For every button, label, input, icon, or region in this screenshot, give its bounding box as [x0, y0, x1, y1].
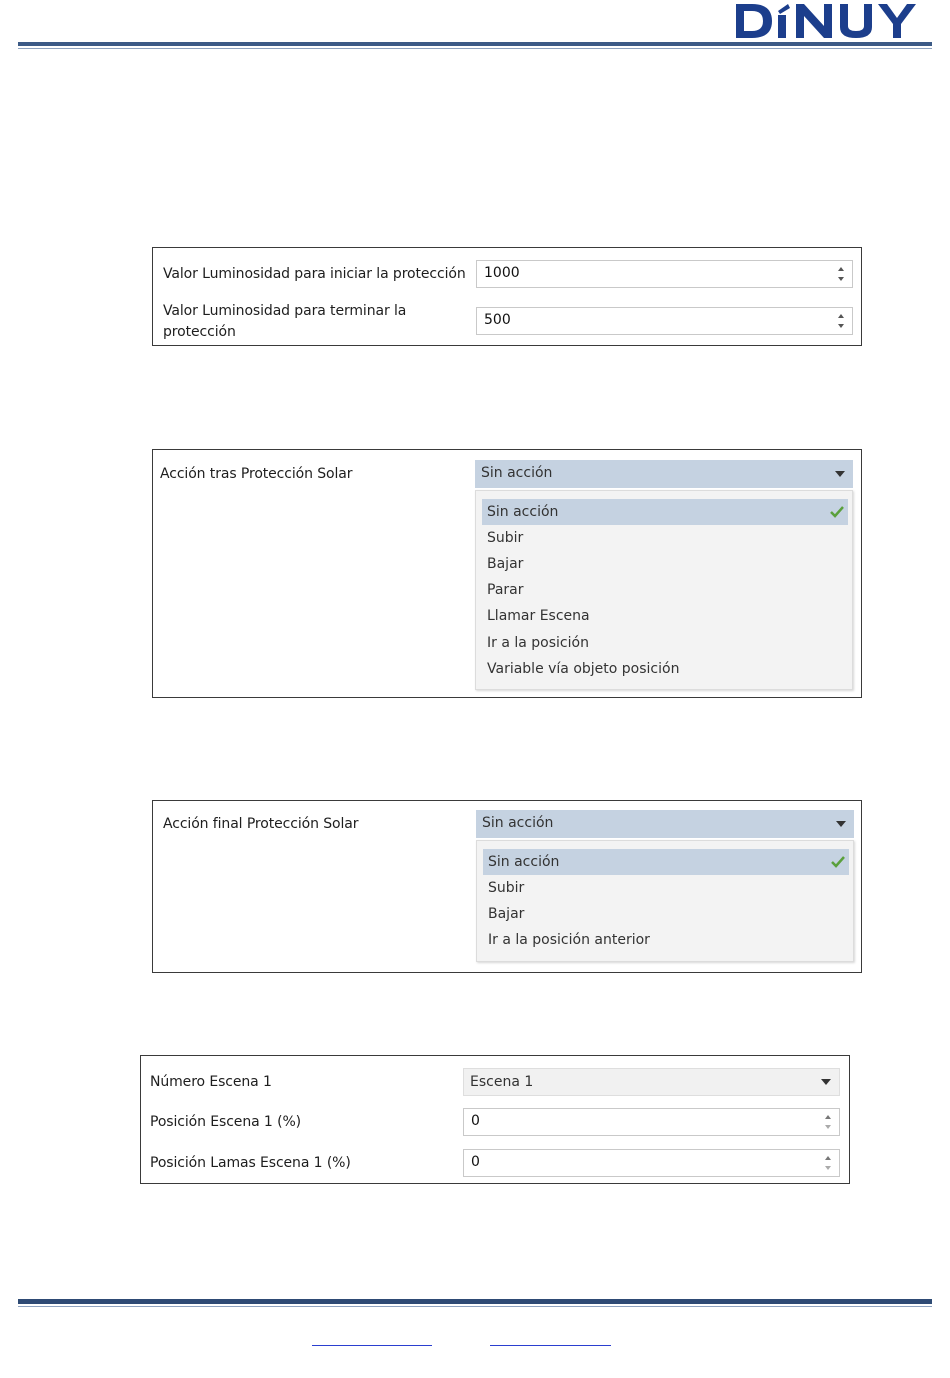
- scene-panel: [140, 1055, 850, 1184]
- scene-position-input[interactable]: [463, 1108, 840, 1136]
- menu-item-llamar-escena[interactable]: Llamar Escena: [487, 608, 590, 624]
- footer-link-1[interactable]: [312, 1345, 432, 1346]
- menu-item-ir-posicion-anterior[interactable]: Ir a la posición anterior: [488, 932, 650, 948]
- footer-rule: [18, 1299, 932, 1307]
- luminosity-panel: [152, 247, 862, 346]
- after-protection-dropdown[interactable]: [475, 460, 853, 488]
- scene-position-value: 0: [471, 1113, 480, 1129]
- menu-item-ir-a-la-posicion[interactable]: Ir a la posición: [487, 635, 589, 651]
- scene-number-dropdown[interactable]: [463, 1068, 840, 1096]
- footer-link-2[interactable]: [490, 1345, 611, 1346]
- header-rule: [18, 42, 932, 49]
- final-protection-selected: Sin acción: [482, 815, 554, 831]
- after-protection-label: Acción tras Protección Solar: [160, 466, 353, 482]
- scene-position-label: Posición Escena 1 (%): [150, 1114, 302, 1130]
- spinner-arrows-icon[interactable]: [823, 1154, 833, 1172]
- end-luminosity-value: 500: [484, 312, 511, 328]
- end-luminosity-label-line1: Valor Luminosidad para terminar la: [163, 303, 407, 319]
- slat-position-value: 0: [471, 1154, 480, 1170]
- spinner-arrows-icon[interactable]: [823, 1113, 833, 1131]
- final-protection-menu: [476, 840, 854, 962]
- check-icon: [831, 855, 845, 868]
- final-protection-label: Acción final Protección Solar: [163, 816, 359, 832]
- menu-item-subir[interactable]: Subir: [487, 530, 524, 546]
- start-luminosity-label: Valor Luminosidad para iniciar la protección: [163, 266, 466, 282]
- after-protection-panel: [152, 449, 862, 698]
- chevron-down-icon[interactable]: [821, 1079, 831, 1085]
- dinuy-logo: [734, 2, 932, 40]
- spinner-arrows-icon[interactable]: [836, 265, 846, 283]
- menu-item-subir[interactable]: Subir: [488, 880, 525, 896]
- end-luminosity-label-line2: protección: [163, 324, 236, 340]
- menu-item-sin-accion[interactable]: Sin acción: [482, 499, 848, 525]
- slat-position-label: Posición Lamas Escena 1 (%): [150, 1155, 351, 1171]
- menu-item-variable-via-objeto[interactable]: Variable vía objeto posición: [487, 661, 680, 677]
- final-protection-dropdown[interactable]: [476, 810, 854, 838]
- after-protection-menu: [475, 490, 853, 690]
- final-protection-panel: [152, 800, 862, 973]
- chevron-down-icon[interactable]: [835, 471, 845, 477]
- menu-item-bajar[interactable]: Bajar: [488, 906, 525, 922]
- menu-item-sin-accion[interactable]: Sin acción: [483, 849, 849, 875]
- menu-item-parar[interactable]: Parar: [487, 582, 524, 598]
- slat-position-input[interactable]: [463, 1149, 840, 1177]
- spinner-arrows-icon[interactable]: [836, 312, 846, 330]
- after-protection-selected: Sin acción: [481, 465, 553, 481]
- check-icon: [830, 505, 844, 518]
- scene-number-value: Escena 1: [470, 1074, 534, 1090]
- menu-item-bajar[interactable]: Bajar: [487, 556, 524, 572]
- chevron-down-icon[interactable]: [836, 821, 846, 827]
- scene-number-label: Número Escena 1: [150, 1074, 272, 1090]
- end-luminosity-input[interactable]: [476, 307, 853, 335]
- start-luminosity-value: 1000: [484, 265, 520, 281]
- start-luminosity-input[interactable]: [476, 260, 853, 288]
